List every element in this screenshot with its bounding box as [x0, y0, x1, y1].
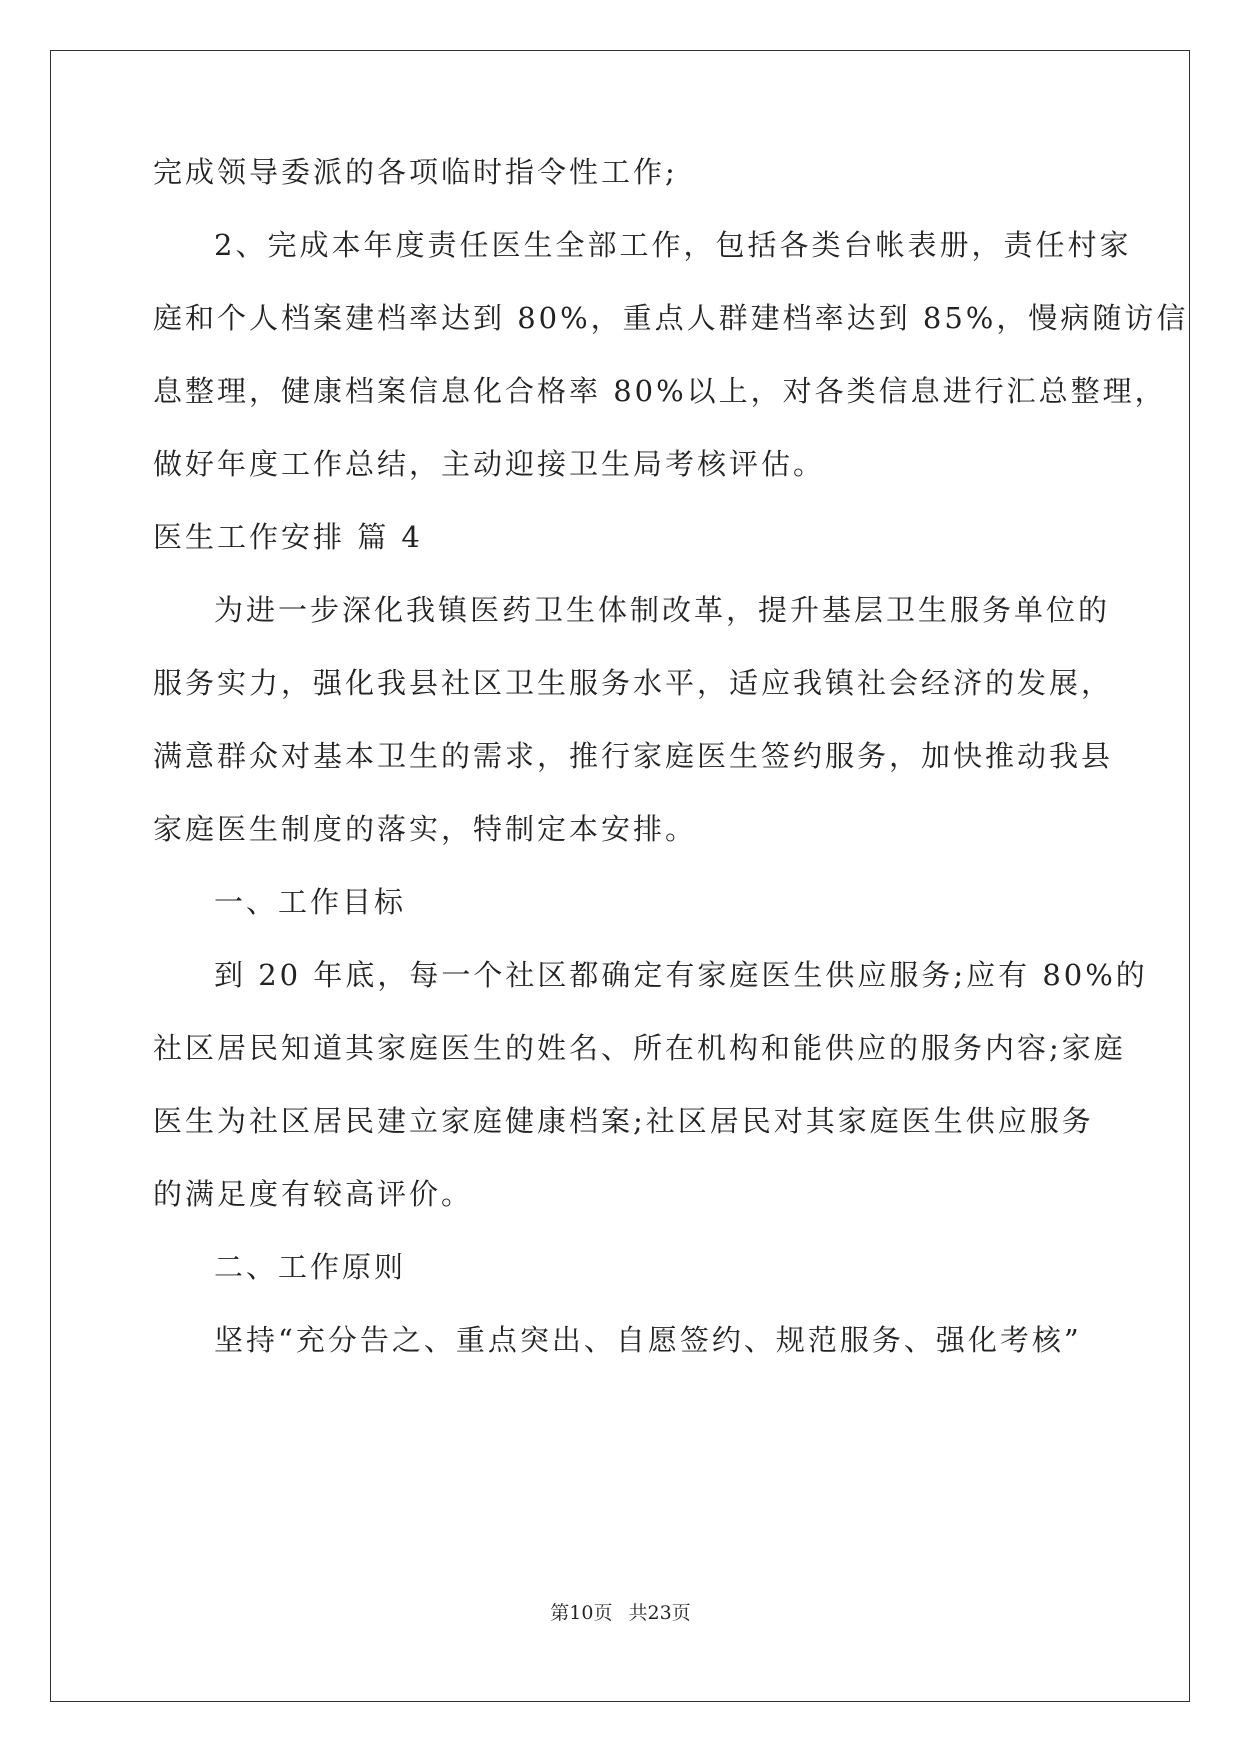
text-line: 的满足度有较高评价。 [153, 1177, 474, 1211]
text-line: 到 20 年底，每一个社区都确定有家庭医生供应服务;应有 80%的 [214, 958, 1148, 992]
text-line: 完成领导委派的各项临时指令性工作; [153, 155, 678, 189]
page-number: 第10页 [550, 1602, 613, 1624]
subheading: 一、工作目标 [214, 885, 407, 919]
text-line: 医生为社区居民建立家庭健康档案;社区居民对其家庭医生供应服务 [153, 1104, 1094, 1138]
text-line: 为进一步深化我镇医药卫生体制改革，提升基层卫生服务单位的 [214, 593, 1111, 627]
text-line: 2、完成本年度责任医生全部工作，包括各类台帐表册，责任村家 [214, 228, 1132, 262]
page-total: 共23页 [628, 1602, 691, 1624]
text-line: 做好年度工作总结，主动迎接卫生局考核评估。 [153, 447, 826, 481]
text-line: 服务实力，强化我县社区卫生服务水平，适应我镇社会经济的发展， [153, 666, 1114, 700]
subheading: 二、工作原则 [214, 1250, 407, 1284]
text-line: 息整理，健康档案信息化合格率 80%以上，对各类信息进行汇总整理， [153, 374, 1167, 408]
page-footer [0, 1600, 1241, 1626]
text-line: 坚持“充分告之、重点突出、自愿签约、规范服务、强化考核” [214, 1323, 1082, 1357]
text-line: 家庭医生制度的落实，特制定本安排。 [153, 812, 698, 846]
text-line: 庭和个人档案建档率达到 80%，重点人群建档率达到 85%，慢病随访信 [153, 301, 1189, 335]
text-line: 满意群众对基本卫生的需求，推行家庭医生签约服务，加快推动我县 [153, 739, 1114, 773]
section-heading: 医生工作安排 篇 4 [153, 520, 423, 554]
text-line: 社区居民知道其家庭医生的姓名、所在机构和能供应的服务内容;家庭 [153, 1031, 1126, 1065]
